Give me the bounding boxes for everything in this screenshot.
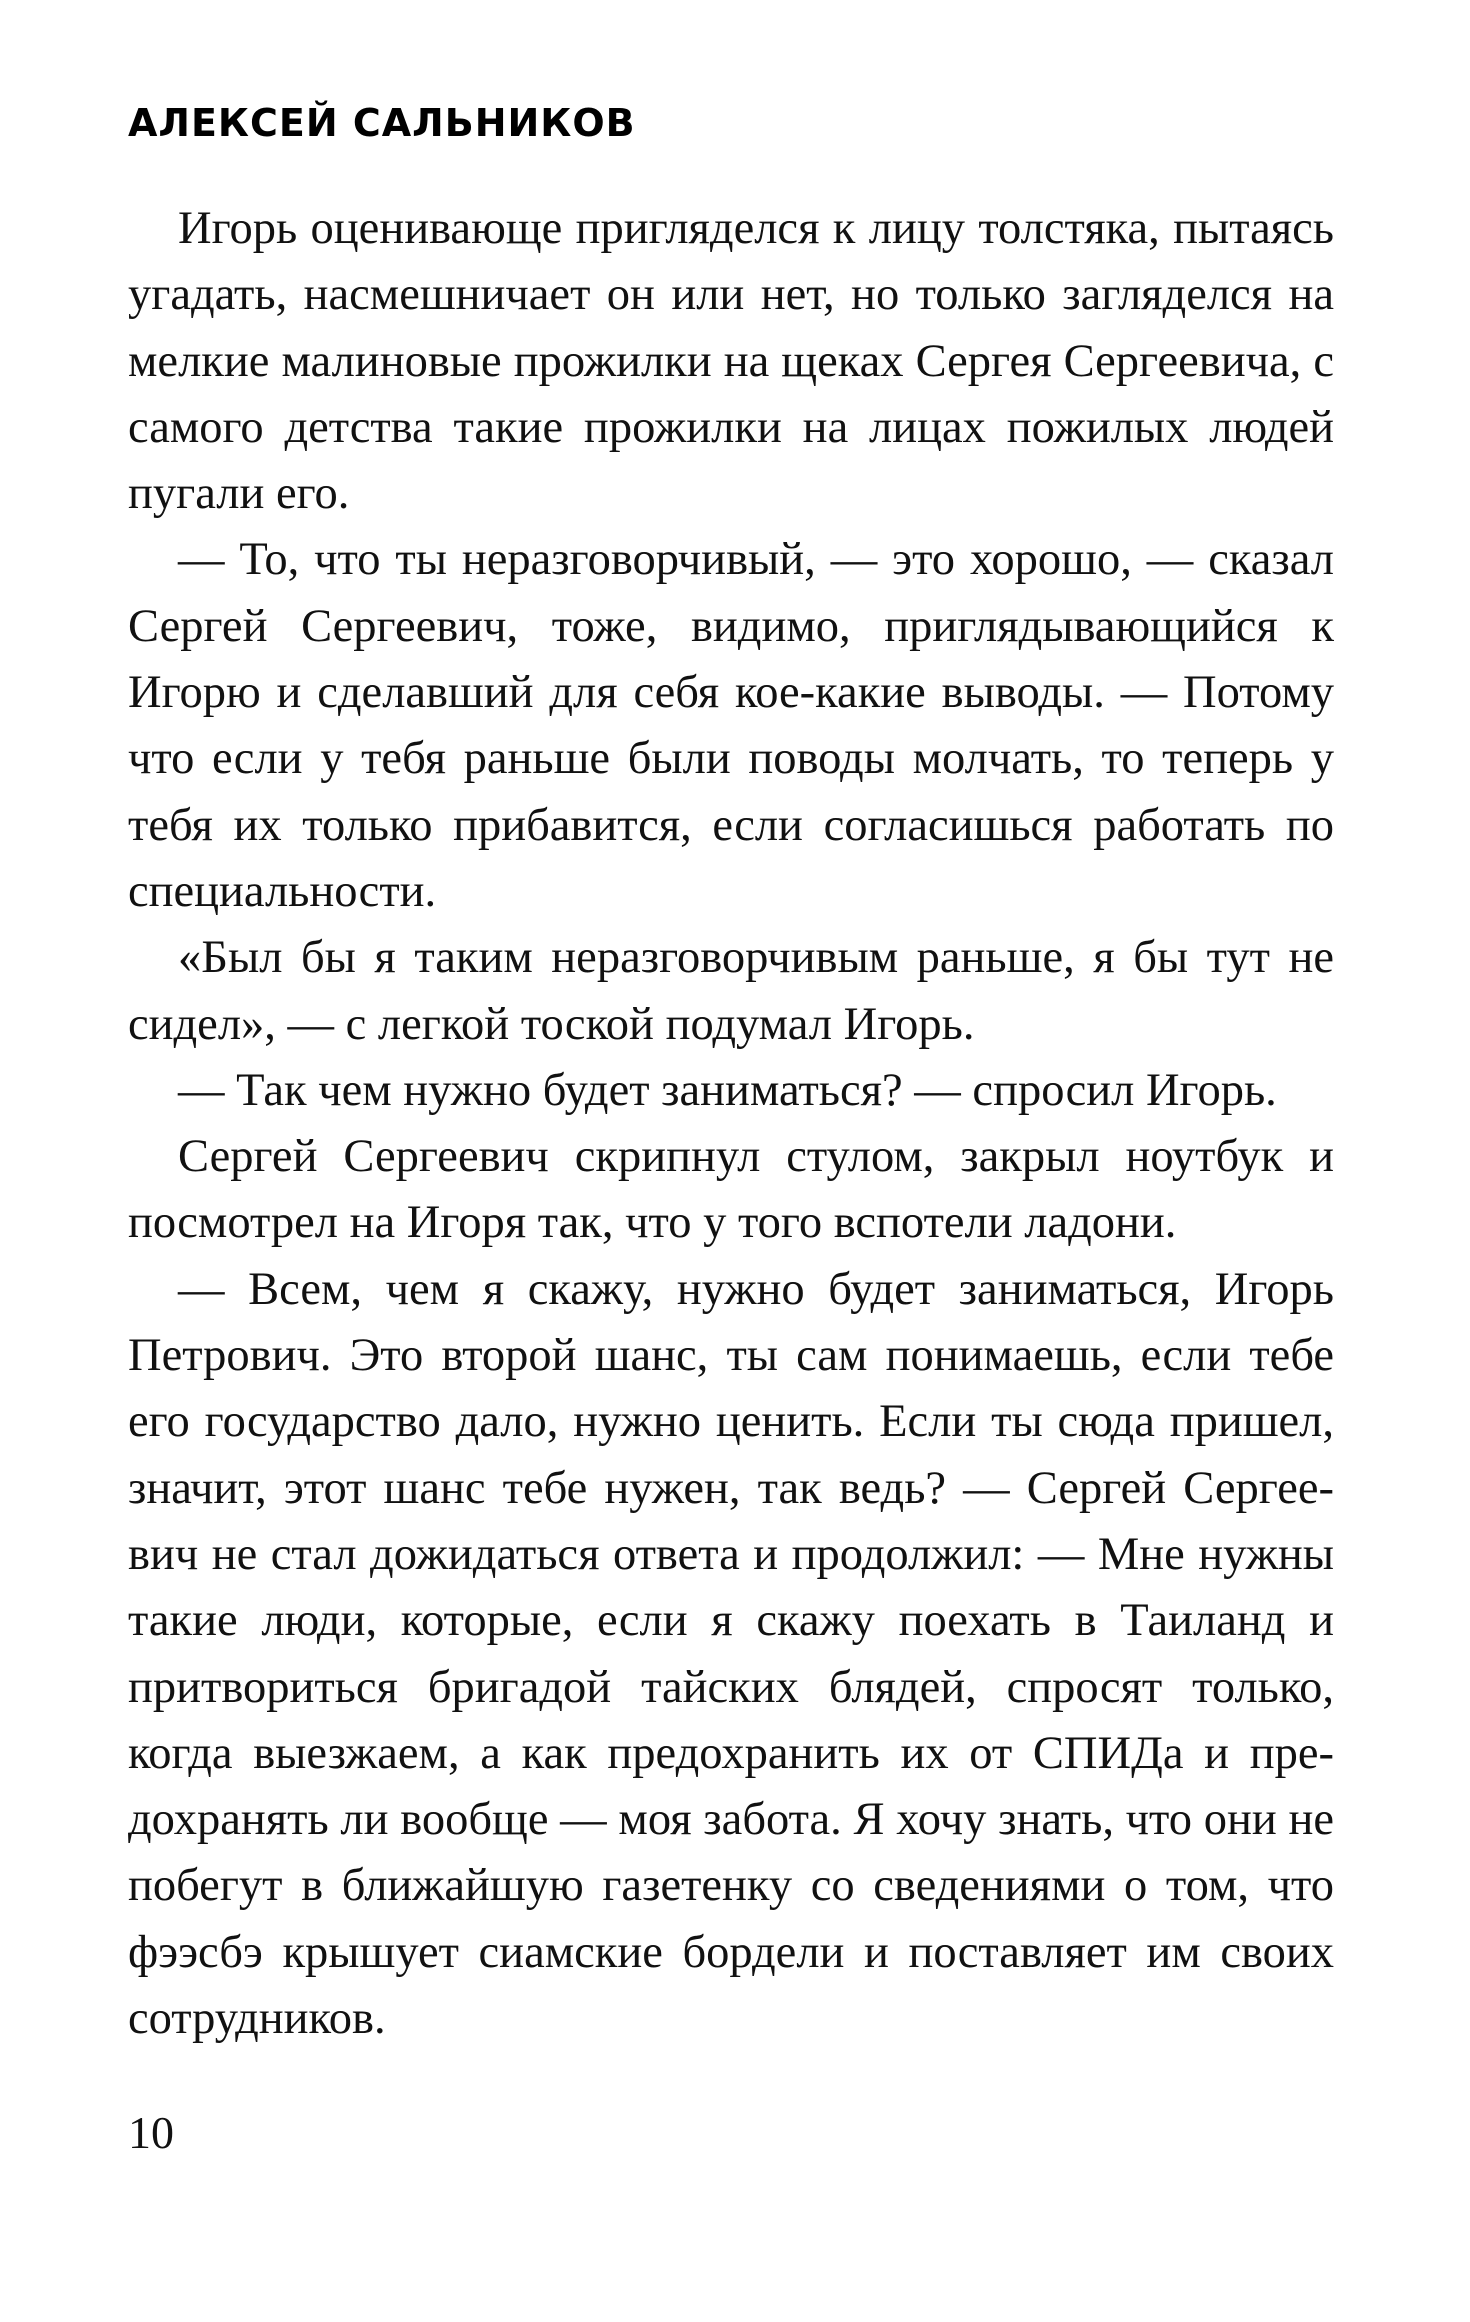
paragraph: — То, что ты неразговорчивый, — это хорошо, — сказал Сергей Сергеевич, тоже, видимо, приглядывающийся к Игорю и сделавший для себя кое-какие выводы. — Потому что если у тебя раньше были поводы молчать, то теперь у тебя их только прибавится, если согласишься работать по специальности. xyxy=(128,534,1334,917)
paragraph: Сергей Сергеевич скрипнул стулом, закрыл ноутбук и посмотрел на Игоря так, что у того вспотели ладони. xyxy=(128,1131,1334,1249)
paragraph: — Всем, чем я скажу, нужно будет заниматься, Игорь Петрович. Это второй шанс, ты сам понимаешь, если тебе его государство дало, нужно ценить. Если ты сюда пришел, значит, этот шанс тебе нужен, так ведь? — Сергей Сергеевич не стал дожидаться ответа и продолжил: — Мне нужны такие люди, которые, если я скажу поехать в Таиланд и притвориться бригадой тайских блядей, спросят только, когда выезжаем, а как предохранить их от СПИДа и предохранять ли вообще — моя забота. Я хочу знать, что они не побегут в ближайшую газетенку со сведениями о том, что фээсбэ крышует сиамские бордели и поставляет им своих сотрудников. xyxy=(128,1263,1334,2045)
paragraph: — Так чем нужно будет заниматься? — спросил Игорь. xyxy=(178,1064,1277,1116)
paragraph: Игорь оценивающе пригляделся к лицу толстяка, пытаясь угадать, насмешничает он или нет, но только загляделся на мелкие малиновые прожилки на щеках Сергея Сергеевича, с самого детства такие прожилки на лицах пожилых людей пугали его. xyxy=(128,203,1334,520)
body-text xyxy=(128,196,1334,2052)
page-number: 10 xyxy=(128,2107,174,2158)
running-header-author: АЛЕКСЕЙ САЛЬНИКОВ xyxy=(128,101,636,145)
paragraph: «Был бы я таким неразговорчивым раньше, я бы тут не сидел», — с легкой тоской подумал Игорь. xyxy=(128,932,1334,1050)
